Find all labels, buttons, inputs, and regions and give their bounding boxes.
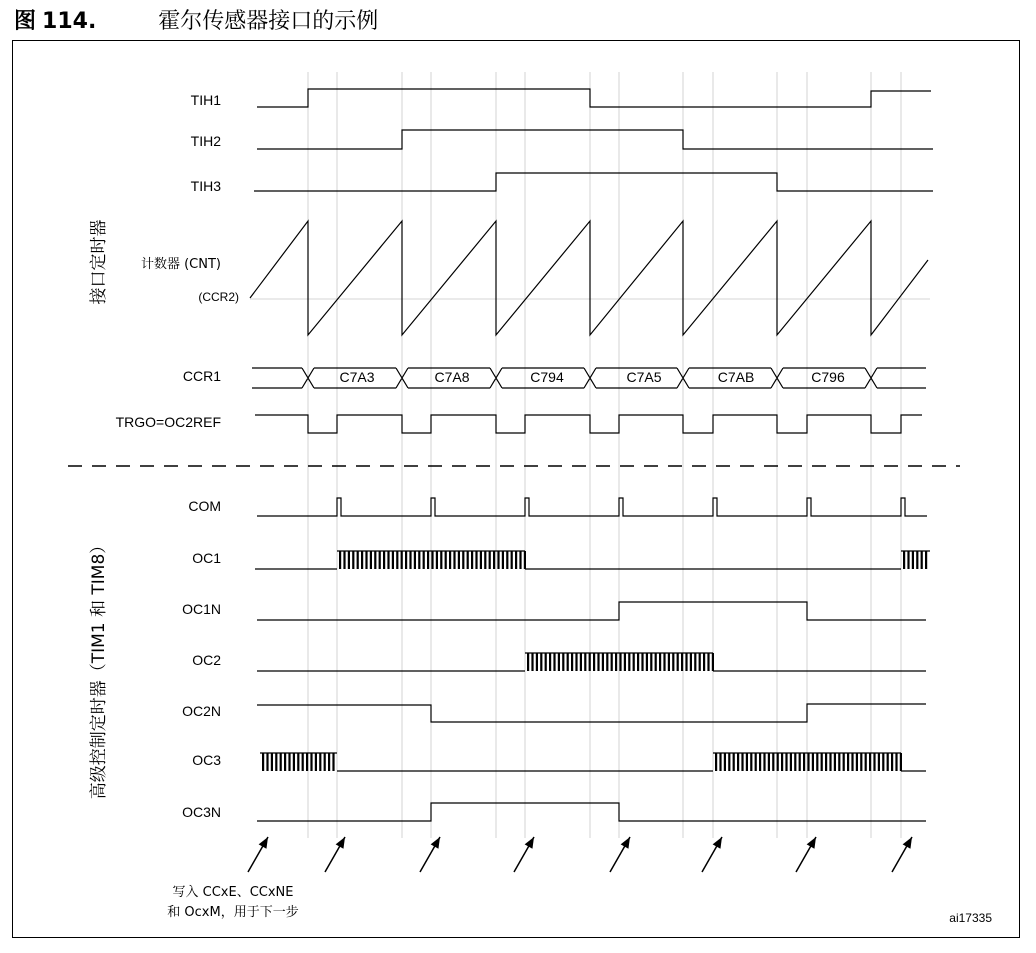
oc2-pwm-pulse — [694, 653, 696, 671]
oc1n-wave — [257, 602, 926, 620]
arrow-head — [621, 837, 630, 849]
oc3-pwm-pulse — [825, 753, 827, 771]
oc3-pwm-start-pulse — [280, 753, 282, 771]
oc1-pwm-pulse — [506, 551, 508, 569]
oc1-pwm-end-pulse — [916, 551, 918, 569]
oc2-pwm-pulse — [685, 653, 687, 671]
tih2-wave — [257, 130, 933, 149]
oc1-pwm-pulse — [493, 551, 495, 569]
oc1-pwm-end-pulse — [912, 551, 914, 569]
oc2-pwm-pulse — [703, 653, 705, 671]
oc3-pwm-pulse — [829, 753, 831, 771]
oc1-pwm-pulse — [431, 551, 433, 569]
oc3-pwm-start-pulse — [315, 753, 317, 771]
oc1-pwm-end-pulse — [903, 551, 905, 569]
oc2-pwm-pulse — [575, 653, 577, 671]
timing-gridlines — [250, 72, 930, 838]
oc1-pwm-pulse — [480, 551, 482, 569]
oc3-pwm-start-pulse — [310, 753, 312, 771]
oc3-pwm-pulse — [741, 753, 743, 771]
oc2-pwm-pulse — [624, 653, 626, 671]
arrow-head — [525, 837, 534, 849]
ccr1-label: CCR1 — [182, 368, 221, 384]
oc1-pwm-pulse — [379, 551, 381, 569]
oc2-pwm-pulse — [628, 653, 630, 671]
oc3-pwm-start-pulse — [275, 753, 277, 771]
oc1-pwm-end-pulse — [907, 551, 909, 569]
arrow-head — [431, 837, 440, 849]
oc1-pwm-pulse — [383, 551, 385, 569]
oc1-pwm-pulse — [497, 551, 499, 569]
cnt-label: 计数器 (CNT) — [140, 257, 221, 272]
oc1-pwm-pulse — [401, 551, 403, 569]
oc3-pwm-pulse — [891, 753, 893, 771]
interface-timer-label: 接口定时器 — [89, 219, 109, 305]
oc3-pwm-pulse — [834, 753, 836, 771]
oc2-pwm-pulse — [545, 653, 547, 671]
oc2-pwm-pulse — [593, 653, 595, 671]
oc2-pwm-pulse — [580, 653, 582, 671]
oc3-pwm-pulse — [878, 753, 880, 771]
ccr1-value: C796 — [811, 369, 845, 385]
oc1-pwm-pulse — [370, 551, 372, 569]
oc3-pwm-start-pulse — [266, 753, 268, 771]
oc2-pwm-pulse — [562, 653, 564, 671]
oc1-pwm-pulse — [453, 551, 455, 569]
oc2-pwm-pulse — [655, 653, 657, 671]
arrow-head — [713, 837, 722, 849]
oc1-pwm-pulse — [343, 551, 345, 569]
oc2-pwm-pulse — [712, 653, 714, 671]
oc2-pwm-pulse — [672, 653, 674, 671]
oc3-pwm-start-pulse — [332, 753, 334, 771]
oc1-pwm-pulse — [440, 551, 442, 569]
oc3-pwm-start-pulse — [302, 753, 304, 771]
oc2-pwm-pulse — [681, 653, 683, 671]
tih2-label: TIH2 — [190, 133, 221, 149]
oc2-pwm-pulse — [668, 653, 670, 671]
oc1n-label: OC1N — [182, 601, 221, 617]
ccr1-value: C794 — [530, 369, 564, 385]
oc3-pwm-pulse — [856, 753, 858, 771]
oc2-pwm-pulse — [584, 653, 586, 671]
oc2-pwm-pulse — [641, 653, 643, 671]
tih3-wave — [254, 173, 933, 191]
oc3-pwm-pulse — [763, 753, 765, 771]
advanced-timer-label: 高级控制定时器（TIM1 和 TIM8） — [89, 536, 109, 800]
oc3-label: OC3 — [192, 752, 221, 768]
oc2-pwm-pulse — [663, 653, 665, 671]
oc3-pwm-pulse — [785, 753, 787, 771]
oc3-pwm-pulse — [724, 753, 726, 771]
oc1-pwm-pulse — [387, 551, 389, 569]
oc3-pwm-pulse — [816, 753, 818, 771]
oc3-pwm-start-pulse — [271, 753, 273, 771]
oc3n-label: OC3N — [182, 804, 221, 820]
oc1-label: OC1 — [192, 550, 221, 566]
oc2-pwm-pulse — [602, 653, 604, 671]
figure-code: ai17335 — [949, 911, 992, 925]
oc3-pwm-pulse — [799, 753, 801, 771]
oc3-pwm-start-pulse — [288, 753, 290, 771]
oc3-pwm-pulse — [772, 753, 774, 771]
oc2-pwm-pulse — [536, 653, 538, 671]
oc3-pwm-pulse — [715, 753, 717, 771]
oc1-pwm-pulse — [352, 551, 354, 569]
oc3-pwm-pulse — [777, 753, 779, 771]
oc1-pwm-pulse — [475, 551, 477, 569]
oc1-pwm-pulse — [489, 551, 491, 569]
tih1-wave — [257, 89, 931, 107]
oc1-pwm-pulse — [423, 551, 425, 569]
oc3-pwm-pulse — [882, 753, 884, 771]
oc3-pwm-start-pulse — [262, 753, 264, 771]
oc1-pwm-pulse — [502, 551, 504, 569]
oc2-pwm-pulse — [571, 653, 573, 671]
oc3n-wave — [257, 803, 926, 821]
oc2-pwm-pulse — [633, 653, 635, 671]
oc3-pwm-pulse — [719, 753, 721, 771]
trgo-wave — [255, 415, 922, 433]
oc1-pwm-pulse — [357, 551, 359, 569]
ccr1-value: C7AB — [717, 369, 755, 385]
oc1-pwm-pulse — [348, 551, 350, 569]
oc1-pwm-pulse — [436, 551, 438, 569]
oc1-pwm-pulse — [471, 551, 473, 569]
ccr1-value: C7A3 — [339, 369, 375, 385]
oc3-pwm-start-pulse — [306, 753, 308, 771]
oc1-pwm-pulse — [418, 551, 420, 569]
oc3-pwm-pulse — [794, 753, 796, 771]
oc3-pwm-start-pulse — [319, 753, 321, 771]
oc2-pwm-pulse — [606, 653, 608, 671]
arrow-head — [903, 837, 912, 849]
oc3-pwm-pulse — [728, 753, 730, 771]
oc3-pwm-start-pulse — [324, 753, 326, 771]
oc1-pwm-pulse — [445, 551, 447, 569]
oc3-pwm-start-pulse — [328, 753, 330, 771]
oc3-pwm-pulse — [869, 753, 871, 771]
oc2-pwm-pulse — [549, 653, 551, 671]
oc1-pwm-pulse — [467, 551, 469, 569]
oc3-pwm-pulse — [865, 753, 867, 771]
oc3-pwm-start-pulse — [297, 753, 299, 771]
oc3-pwm-pulse — [900, 753, 902, 771]
oc1-pwm-pulse — [409, 551, 411, 569]
oc2-pwm-pulse — [650, 653, 652, 671]
arrows — [248, 837, 912, 872]
oc1-pwm-pulse — [458, 551, 460, 569]
oc1-pwm-pulse — [511, 551, 513, 569]
oc2-pwm-pulse — [597, 653, 599, 671]
oc3-pwm-pulse — [838, 753, 840, 771]
arrow-head — [807, 837, 816, 849]
oc3-pwm-pulse — [887, 753, 889, 771]
oc3-pwm-pulse — [759, 753, 761, 771]
figure-number: 114. — [42, 9, 97, 34]
oc2-pwm-pulse — [699, 653, 701, 671]
arrow-head — [259, 837, 268, 849]
oc2-pwm-pulse — [690, 653, 692, 671]
oc3-pwm-pulse — [750, 753, 752, 771]
waveforms — [250, 89, 933, 821]
oc1-pwm-end-pulse — [921, 551, 923, 569]
oc1-pwm-pulse — [449, 551, 451, 569]
oc3-pwm-pulse — [746, 753, 748, 771]
annotation-line-2: 和 OcxM，用于下一步 — [167, 905, 299, 920]
oc1-pwm-pulse — [524, 551, 526, 569]
oc1-pwm-pulse — [339, 551, 341, 569]
ccr1-value: C7A5 — [626, 369, 662, 385]
ccr2-label: (CCR2) — [198, 290, 239, 304]
arrow-head — [336, 837, 345, 849]
oc2-pwm-pulse — [637, 653, 639, 671]
oc3-pwm-pulse — [807, 753, 809, 771]
oc3-pwm-pulse — [873, 753, 875, 771]
oc2-pwm-pulse — [527, 653, 529, 671]
oc3-pwm-pulse — [733, 753, 735, 771]
oc2-pwm-pulse — [567, 653, 569, 671]
oc1-pwm-pulse — [427, 551, 429, 569]
oc3-pwm-pulse — [851, 753, 853, 771]
counter-sawtooth — [250, 221, 928, 335]
oc1-pwm-pulse — [361, 551, 363, 569]
oc2-pwm-pulse — [540, 653, 542, 671]
oc3-pwm-pulse — [847, 753, 849, 771]
oc1-pwm-pulse — [396, 551, 398, 569]
oc1-pwm-pulse — [515, 551, 517, 569]
tih3-label: TIH3 — [190, 178, 221, 194]
oc2n-label: OC2N — [182, 703, 221, 719]
oc3-pwm-pulse — [843, 753, 845, 771]
oc1-pwm-pulse — [405, 551, 407, 569]
oc1-pwm-pulse — [374, 551, 376, 569]
oc2-pwm-pulse — [553, 653, 555, 671]
oc1-pwm-end-pulse — [925, 551, 927, 569]
figure-caption: 霍尔传感器接口的示例 — [158, 9, 379, 34]
oc1-pwm-pulse — [365, 551, 367, 569]
com-label: COM — [188, 498, 221, 514]
oc3-pwm-pulse — [781, 753, 783, 771]
oc2-pwm-pulse — [707, 653, 709, 671]
oc1-pwm-pulse — [519, 551, 521, 569]
com-wave — [257, 498, 927, 516]
oc2-pwm-pulse — [659, 653, 661, 671]
oc3-pwm-pulse — [895, 753, 897, 771]
ccr1-value: C7A8 — [434, 369, 470, 385]
figure-label: 图 — [14, 9, 37, 34]
oc1-pwm-pulse — [462, 551, 464, 569]
oc1-pwm-pulse — [414, 551, 416, 569]
oc3-pwm-pulse — [755, 753, 757, 771]
oc3-pwm-pulse — [803, 753, 805, 771]
oc1-pwm-pulse — [484, 551, 486, 569]
oc2-pwm-pulse — [646, 653, 648, 671]
oc3-pwm-pulse — [860, 753, 862, 771]
oc2-pwm-pulse — [558, 653, 560, 671]
oc1-pwm-pulse — [392, 551, 394, 569]
oc3-pwm-pulse — [790, 753, 792, 771]
oc3-pwm-start-pulse — [293, 753, 295, 771]
oc3-pwm-pulse — [821, 753, 823, 771]
oc2-pwm-pulse — [619, 653, 621, 671]
annotation-line-1: 写入 CCxE、CCxNE — [172, 885, 294, 900]
tih1-label: TIH1 — [190, 92, 221, 108]
oc3-pwm-pulse — [812, 753, 814, 771]
trgo-label: TRGO=OC2REF — [115, 414, 221, 430]
oc3-pwm-pulse — [737, 753, 739, 771]
oc2-label: OC2 — [192, 652, 221, 668]
oc2-pwm-pulse — [531, 653, 533, 671]
oc2-pwm-pulse — [589, 653, 591, 671]
oc2n-wave — [257, 704, 926, 722]
oc2-pwm-pulse — [615, 653, 617, 671]
oc2-pwm-pulse — [677, 653, 679, 671]
oc3-pwm-start-pulse — [284, 753, 286, 771]
oc2-pwm-pulse — [611, 653, 613, 671]
oc3-pwm-pulse — [768, 753, 770, 771]
